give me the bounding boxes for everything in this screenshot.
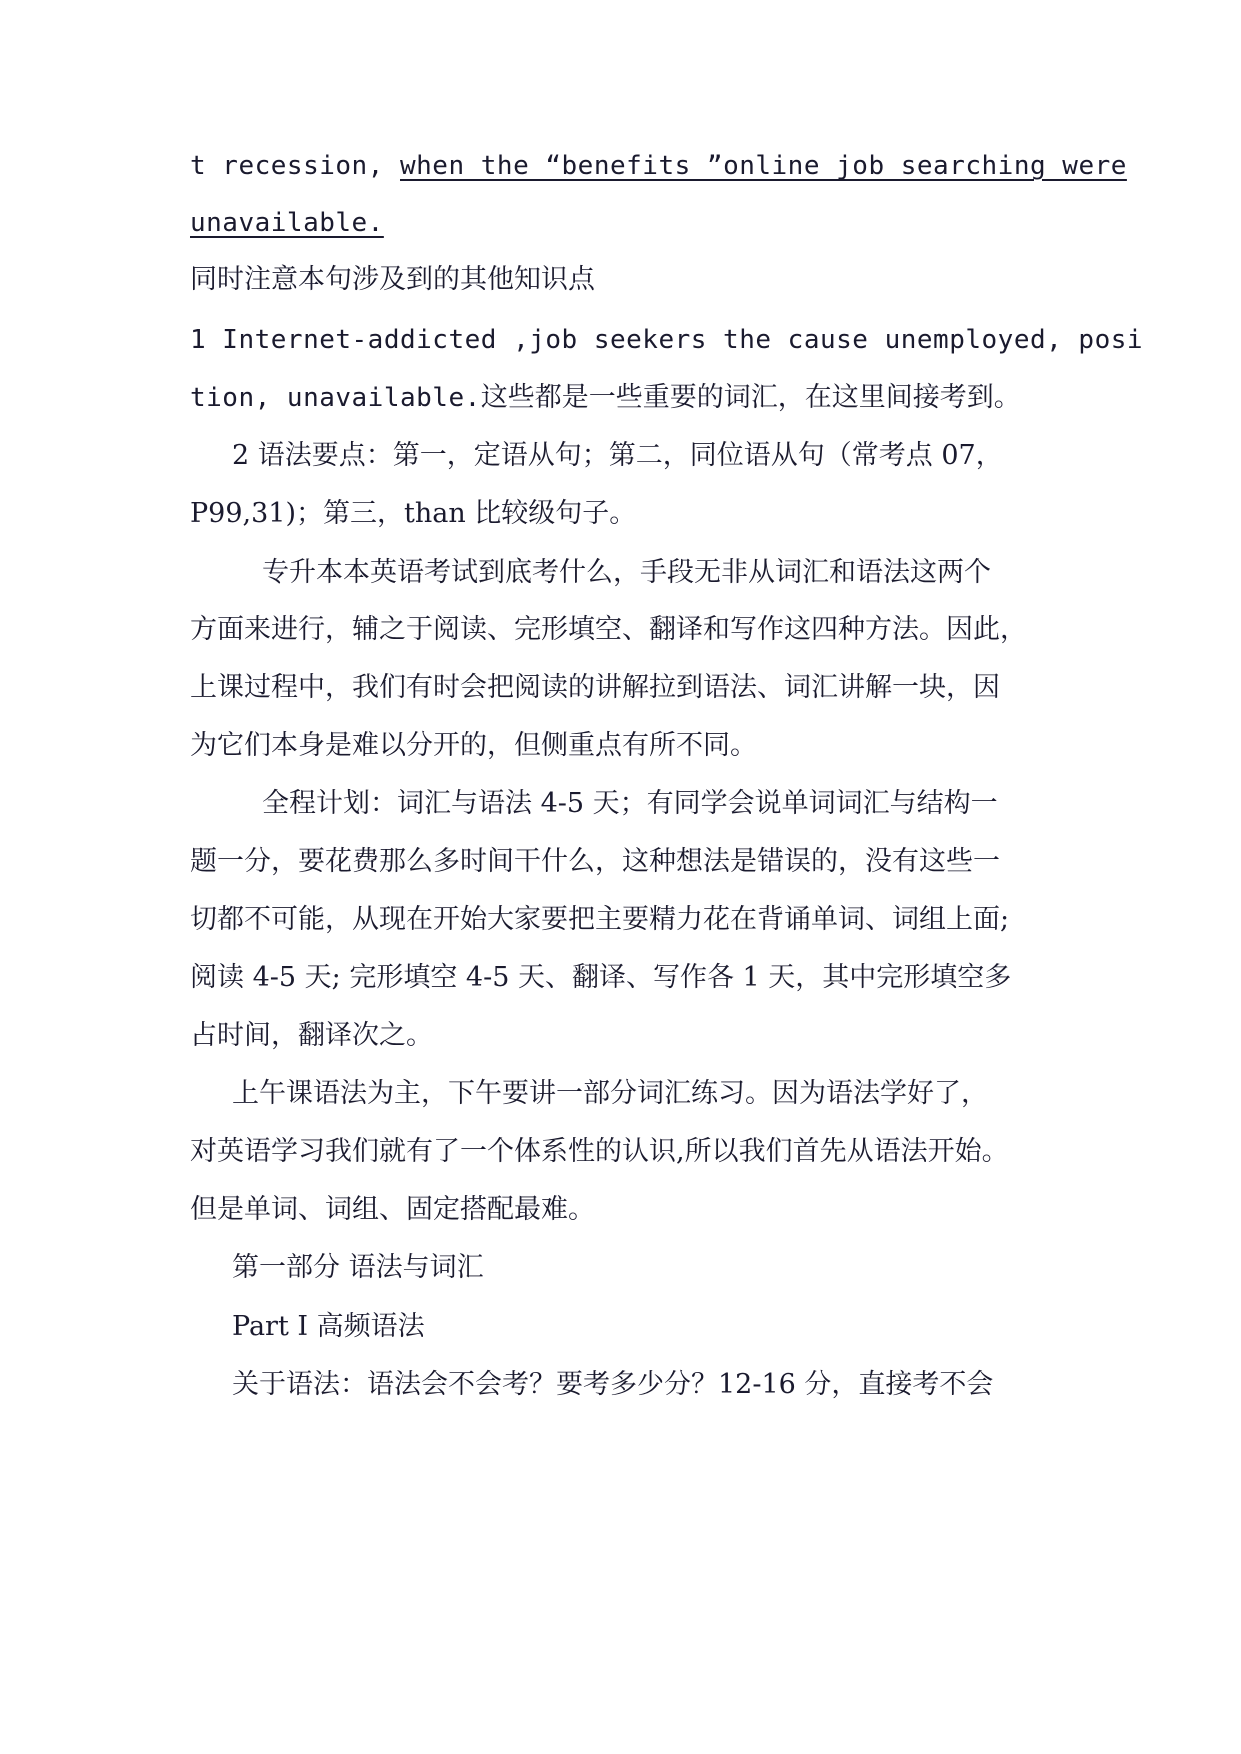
- text-line-15: 阅读 4-5 天; 完形填空 4-5 天、翻译、写作各 1 天，其中完形填空多: [190, 962, 1012, 993]
- text-line-22: 关于语法：语法会不会考？要考多少分？12-16 分，直接考不会: [232, 1369, 994, 1400]
- underlined-text: when the “benefits ”online job searching were: [400, 151, 1127, 181]
- text-line-2: [190, 205, 384, 241]
- text-segment: tion, unavailable.: [190, 383, 481, 413]
- underlined-text: unavailable.: [190, 208, 384, 238]
- text-line-4: 1 Internet-addicted ,job seekers the cause unemployed, posi: [190, 325, 1144, 355]
- text-line-12: 全程计划：词汇与语法 4-5 天；有同学会说单词词汇与结构一: [262, 788, 998, 819]
- text-line-11: 为它们本身是难以分开的，但侧重点有所不同。: [190, 730, 757, 761]
- text-line-3: 同时注意本句涉及到的其他知识点: [190, 264, 595, 295]
- text-line-6: 2 语法要点：第一，定语从句；第二，同位语从句（常考点 07，: [232, 440, 1003, 471]
- section-heading: 第一部分 语法与词汇: [232, 1252, 484, 1283]
- text-line-10: 上课过程中，我们有时会把阅读的讲解拉到语法、词汇讲解一块，因: [190, 672, 1000, 703]
- text-line-9: 方面来进行，辅之于阅读、完形填空、翻译和写作这四种方法。因此，: [190, 614, 1027, 645]
- text-segment: 这些都是一些重要的词汇，在这里间接考到。: [480, 382, 1021, 413]
- text-line-5: [190, 380, 1021, 416]
- text-line-17: 上午课语法为主，下午要讲一部分词汇练习。因为语法学好了，: [232, 1078, 988, 1109]
- text-line-1: [190, 148, 1127, 184]
- text-line-13: 题一分，要花费那么多时间干什么，这种想法是错误的，没有这些一: [190, 846, 1000, 877]
- text-line-8: 专升本本英语考试到底考什么，手段无非从词汇和语法这两个: [262, 557, 991, 588]
- text-segment: t recession,: [190, 151, 400, 181]
- text-line-14: 切都不可能，从现在开始大家要把主要精力花在背诵单词、词组上面;: [190, 904, 1010, 935]
- text-line-16: 占时间，翻译次之。: [190, 1020, 433, 1051]
- text-line-18: 对英语学习我们就有了一个体系性的认识,所以我们首先从语法开始。: [190, 1136, 1009, 1167]
- part-heading: Part Ⅰ 高频语法: [232, 1311, 425, 1342]
- text-line-19: 但是单词、词组、固定搭配最难。: [190, 1194, 595, 1225]
- text-line-7: P99,31)；第三，than 比较级句子。: [190, 498, 637, 529]
